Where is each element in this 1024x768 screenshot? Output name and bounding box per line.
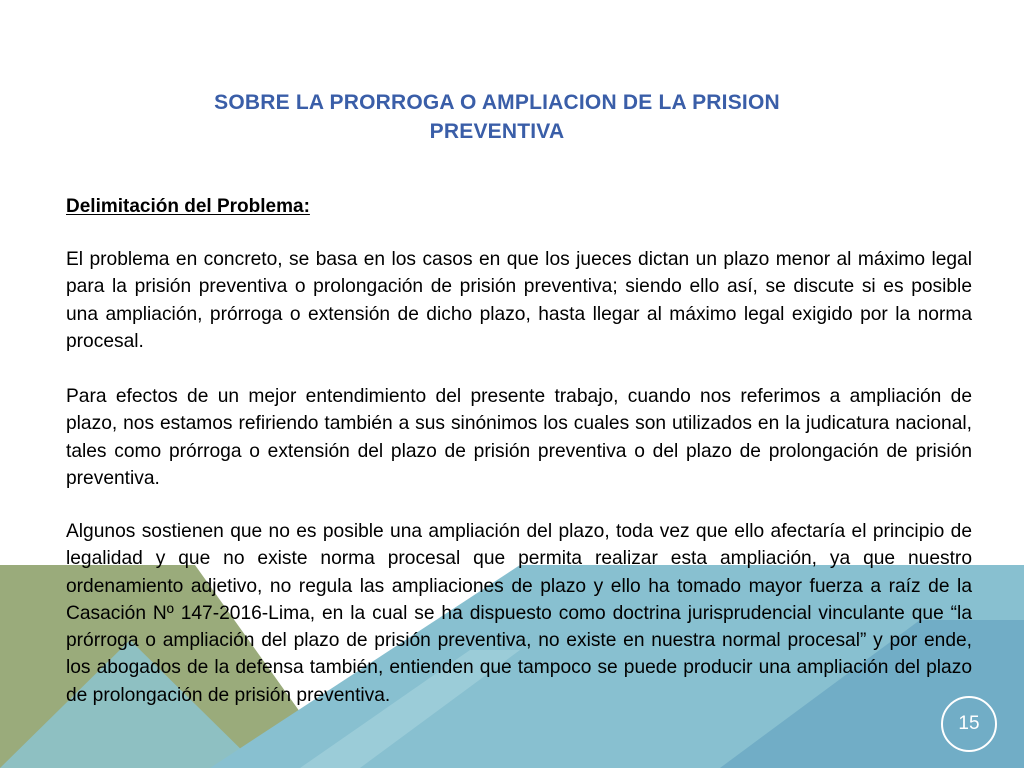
body-paragraph-3: Algunos sostienen que no es posible una ampliación del plazo, toda vez que ello afectaría el principio de legalidad y que no existe norma procesal que permita realizar esta ampliación, ya que nuestro ordenamiento adjetivo, no regula las ampliaciones de plazo y ello ha tomado mayor fuerza a raíz de la Casación Nº 147-2016-Lima, en la cual se ha dispuesto como doctrina jurisprudencial vinculante que “la prórroga o ampliación del plazo de prisión preventiva, no existe en nuestra normal procesal” y por ende, los abogados de la defensa también, entienden que tampoco se puede producir una ampliación del plazo de prolongación de prisión preventiva. xyxy=(66,521,972,706)
body-paragraph-2: Para efectos de un mejor entendimiento del presente trabajo, cuando nos referimos a ampliación de plazo, nos estamos refiriendo también a sus sinónimos los cuales son utilizados en la judicatura nacional, tales como prórroga o extensión del plazo de prisión preventiva o del plazo de prolongación de prisión preventiva. xyxy=(66,386,972,489)
section-subheading: Delimitación del Problema: xyxy=(66,196,310,217)
page-number-badge xyxy=(941,696,997,752)
body-paragraph-1: El problema en concreto, se basa en los casos en que los jueces dictan un plazo menor al máximo legal para la prisión preventiva o prolongación de prisión preventiva; siendo ello así, se discute si es posible una ampliación, prórroga o extensión de dicho plazo, hasta llegar al máximo legal exigido por la norma procesal. xyxy=(66,249,972,352)
slide-title-line2: PREVENTIVA xyxy=(429,120,565,143)
page-number: 15 xyxy=(958,713,980,734)
slide-title xyxy=(110,88,884,146)
slide-title-line1: SOBRE LA PRORROGA O AMPLIACION DE LA PRISION xyxy=(214,91,780,114)
